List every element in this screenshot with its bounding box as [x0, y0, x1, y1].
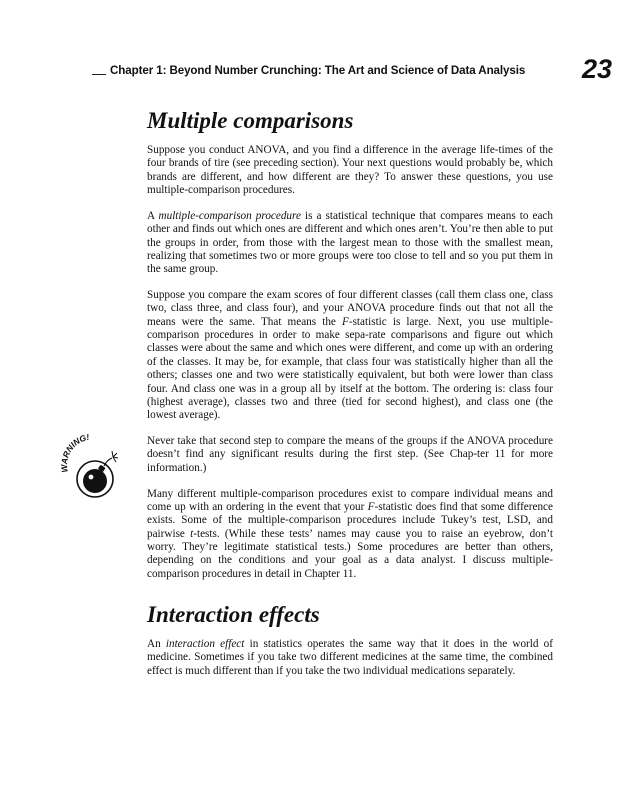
paragraph-3: Suppose you compare the exam scores of four different classes (call them class one, class two, class three, and class four), and your ANOVA procedure finds out that not all the means were the same. That means the F-statistic is large. Next, you use multiple-comparison procedures in order to make sepa-rate comparisons and figure out which classes were about the same and which ones were different, and come up with an ordering of the classes. It may be, for example, that class four was statistically higher than all the others; classes one and two were statistically equivalent, but both were lower than class four. And class one was in a group all by itself at the bottom. The ordering is: class four (highest average), classes two and three (tied for second highest), and class one (the lowest average).	[147, 289, 553, 422]
chapter-title: Chapter 1: Beyond Number Crunching: The Art and Science of Data Analysis	[110, 64, 526, 77]
paragraph-1: Suppose you conduct ANOVA, and you find a difference in the average life-times of the four brands of tire (see preceding section). Your next questions would probably be, which brands are different, and how different are they? To answer these questions, you use multiple-comparison procedures.	[147, 144, 553, 197]
running-head	[92, 54, 612, 88]
paragraph-2: A multiple-comparison procedure is a statistical technique that compares means to each other and finds out which ones are different and which ones aren’t. You’re then able to put the groups in order, from those with the largest mean to those with the smallest mean, realizing that sometimes two or more groups were too close to tell and so you put them in the same group.	[147, 209, 553, 276]
warning-label: WARNING!	[60, 434, 91, 474]
paragraph-6: An interaction effect in statistics operates the same way that it does in the world of medicine. Sometimes if you take two different medicines at the same time, the combined effect is much different than if you take the two individual medications separately.	[147, 637, 553, 677]
section-heading-interaction-effects: Interaction effects	[147, 601, 320, 627]
warning-icon	[60, 434, 130, 498]
page-content	[147, 107, 553, 691]
warning-paragraph: Never take that second step to compare the means of the groups if the ANOVA procedure doesn’t find any significant results during the first step. (See Chap-ter 11 for more information.)	[147, 435, 553, 474]
running-head-rule	[92, 74, 106, 75]
paragraph-5: Many different multiple-comparison procedures exist to compare individual means and come up with an ordering in the event that your F-statistic does find that some difference exists. Some of the multiple-comparison procedures include Tukey’s test, LSD, and pairwise t-tests. (While these tests’ names may cause you to raise an eyebrow, don’t worry. They’re legitimate statistical tests.) Some procedures are better than others, depending on the conditions and your goal as a data analyst. I discuss multiple-comparison procedures in detail in Chapter 11.	[147, 487, 553, 580]
term-interaction-effect: interaction effect	[165, 637, 245, 650]
page-number: 23	[581, 54, 612, 84]
section-heading-multiple-comparisons: Multiple comparisons	[147, 108, 354, 133]
term-multiple-comparison-procedure: multiple-comparison procedure	[158, 209, 301, 222]
